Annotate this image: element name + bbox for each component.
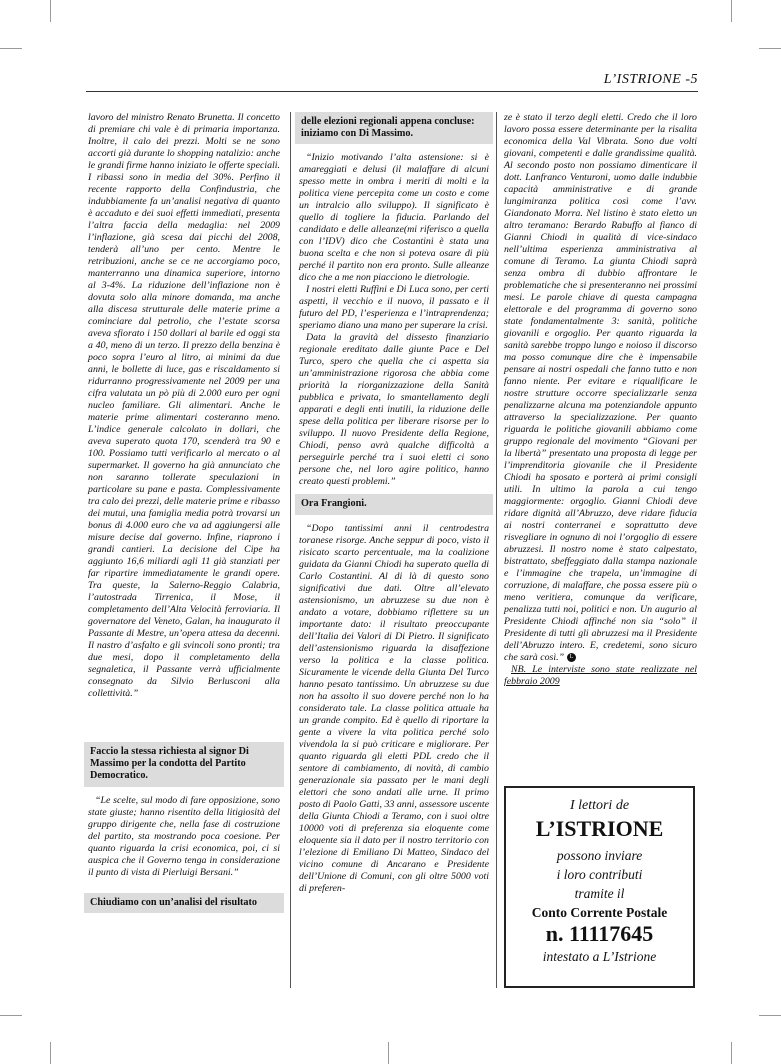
footnote: NB. Le interviste sono state realizzate nel febbraio 2009	[504, 664, 697, 687]
crop-mark-center-bottom	[388, 1042, 389, 1064]
column-3	[504, 112, 697, 688]
ad-line: intestato a L’Istrione	[542, 949, 657, 964]
body-text: ze è stato il terzo degli eletti. Credo che il loro lavoro possa essere determinante per la risalita economica della Val Vibrata. Sono due volti giovani, competenti e dalle grandissime qualità. Al secondo posto non possiamo dimenticare il dott. Lanfranco Venturoni, uomo dalle indubbie capacità amministrative e di grande lungimiranza politica così come l’avv. Giandonato Morra. Nel listino è stato eletto un altro teramano: Berardo Rabuffo al fianco di Gianni Chiodi in qualità di vice-sindaco nell’ultima esperienza amministrativa al comune di Teramo. La giunta Chiodi saprà senza ombra di dubbio affrontare le problematiche che si presenteranno nei prossimi mesi. Le parole chiave di questa campagna elettorale e del programma di governo sono state fondamentalmente 3: sanità, politiche giovanili e orgoglio. Per quanto riguarda la sanità sarebbe troppo lungo e noioso il discorso ma posso comunque dire che è impensabile pensare ai nostri ospedali che fanno tutto e non fanno niente. Per evitare e riqualificare le nostre strutture occorre specializzarle senza penalizzarne alcuna ma potenziandole appunto attraverso la specializzazione. Per quanto riguarda le politiche giovanili abbiamo come gruppo regionale del movimento “Giovani per la libertà” presentato una proposta di legge per l’imprenditoria giovanile che il Presidente Chiodi ha sposato e porterà ai primi consigli utili. In ultimo la parola a cui tengo maggiormente: orgoglio. Gianni Chiodi deve ridare dignità all’Abruzzo, deve ridare fiducia ai nostri conterranei e soprattutto deve risvegliare in ognuno di noi l’orgoglio di essere abruzzesi. Il nostro nome è stato calpestato, bistrattato, sbeffeggiato dalla stampa nazionale e l’immagine che trapela, un’immagine di corruzione, di malaffare, che possa essere più o meno veritiera, comunque da verificare, penalizza tutti noi, politici e non. Un augurio al Presidente Chiodi affinché non sia “solo” il Presidente di tutti gli abruzzesi ma il Presidente dell’Abruzzo intero. E, credetemi, sono sicuro che sarà così.”	[504, 112, 697, 663]
ad-brand: L’ISTRIONE	[535, 816, 664, 841]
crop-mark-top-left	[0, 48, 22, 49]
column-divider-2	[496, 112, 497, 988]
subscription-box	[504, 786, 695, 988]
ad-account-number: n. 11117645	[545, 921, 654, 946]
body-paragraph: lavoro del ministro Renato Brunetta. Il concetto di premiare chi vale è di primaria importanza. Inoltre, il calo dei prezzi. Molti se ne sono accorti già durante lo shopping natalizio: anche le grandi firme hanno iniziato le offerte speciali. I ribassi sono in media del 30%. Perfino il recente rapporto della Confindustria, che indubbiamente fa un’analisi negativa di quanto è accaduto e dei suoi effetti immediati, presenta l’altra faccia della medaglia: nel 2009 l’inflazione, già scesa dai picchi del 2008, tenderà all’uno per cento. Mentre le retribuzioni, anche se ce ne accorgiamo poco, manterranno una dinamica superiore, intorno al 3-4%. La riduzione dell’inflazione non è dovuta solo alla minore domanda, ma anche alla discesa strutturale delle materie prime a cominciare dal petrolio, che l’estate scorsa aveva sfiorato i 150 dollari al barile ed oggi sta a 40, meno di un terzo. Il prezzo della benzina è poco sopra l’euro al litro, ai minimi da due anni, le bollette di luce, gas e riscaldamento si ridurranno progressivamente nel 2009 per una cifra valutata un pò più di 2.000 euro per ogni nucleo familiare. Gli alimentari. Anche le materie prime alimentari costeranno meno. L’indice generale calcolato in dollari, che aveva superato quota 170, scenderà tra 90 e 100. Possiamo tutti verificarlo al mercato o al supermarket. Il governo ha già annunciato che non saranno tollerate speculazioni in particolare su pane e pasta. Complessivamente tra calo dei prezzi, delle materie prime e ribasso dei mutui, una famiglia media potrà trovarsi un bonus di 4.000 euro che va ad aggiungersi alle misure decise dal governo. Infine, riaprono i grandi cantieri. La decisione del Cipe ha aggiunto 16,6 miliardi agli 11 già stanziati per far ripartire immediatamente le grandi opere. Tra queste, la Salerno-Reggio Calabria, l’autostrada Tirrenica, il Mose, il completamento dell’Alta Velocità ferroviaria. Il governatore del Veneto, Galan, ha inaugurato il Passante di Mestre, un’opera attesa da decenni. Il nastro d’asfalto e gli svincoli sono pronti; tra due mesi, dopo il completamento della segnaletica, il Passante verrà ufficialmente consegnato da Silvio Berlusconi alla collettività.”	[88, 112, 280, 699]
crop-mark-bottom-right-v	[731, 1042, 732, 1064]
ad-line: possono inviare	[556, 848, 643, 863]
interview-question: Chiudiamo con un’analisi del risultato	[84, 893, 284, 913]
ad-line: I lettori de	[569, 798, 630, 813]
column-divider-1	[290, 112, 291, 988]
page-header	[86, 60, 698, 94]
crop-mark-top-right-v	[731, 0, 732, 22]
crop-mark-top-right	[759, 48, 781, 49]
header-rule	[86, 91, 698, 92]
crop-mark-bottom-left	[0, 1015, 22, 1016]
body-paragraph: “Le scelte, sul modo di fare opposizione, sono state giuste; hanno risentito della litigiosità del gruppo dirigente che, nella fase di costruzione del partito, sta mostrando poca coesione. Per quanto riguarda la crisi economica, poi, ci si auspica che il Governo tenga in considerazione il punto di vista di Pierluigi Bersani.”	[88, 794, 280, 878]
body-paragraph: “Inizio motivando l’alta astensione: si è amareggiati e delusi (il malaffare di alcuni spesso mette in ombra i meriti di molti e la politica viene percepita come un costo e come un intralcio allo sviluppo). Il significato è quello di togliere la fiducia. Parlando del candidato e delle alleanze(mi riferisco a quella con l’IDV) dico che Costantini è stata una buona scelta e che non si poteva osare di più perché il partito non era pronto. Sulle alleanze dico che a me non piacciono le dietrologie.	[299, 152, 489, 284]
interview-question: delle elezioni regionali appena concluse: iniziamo con Di Massimo.	[295, 112, 493, 144]
body-paragraph: I nostri eletti Ruffini e Di Luca sono, per certi aspetti, il vecchio e il nuovo, il passato e il futuro del PD, l’esperienza e l’intraprendenza; speriamo diano una mano per superare la crisi.	[299, 284, 489, 332]
running-title: L’ISTRIONE -5	[603, 72, 698, 87]
column-1	[88, 112, 280, 921]
ad-line: i loro contributi	[556, 867, 643, 882]
body-paragraph	[504, 112, 697, 664]
body-paragraph: Data la gravità del dissesto finanziario regionale ereditato dalle giunte Pace e Del Turco, spero che quella che ci aspetta sia un’amministrazione rigorosa che abbia come priorità la riorganizzazione della Sanità pubblica e privata, lo smantellamento degli apparati e degli enti inutili, la riduzione delle spese della politica per liberare risorse per lo sviluppo. Il nuovo Presidente della Regione, Chiodi, penso avrà qualche difficoltà a perseguirle perché tra i suoi eletti ci sono persone che, nel loro agire politico, hanno creato questi problemi.”	[299, 332, 489, 488]
crop-mark-bottom-right	[759, 1015, 781, 1016]
interview-question: Ora Frangioni.	[295, 494, 493, 514]
body-paragraph: “Dopo tantissimi anni il centrodestra toranese risorge. Anche seppur di poco, visto il risicato scarto percentuale, ma la coalizione guidata da Gianni Chiodi ha superato quella di Carlo Costantini. Al di là di questo sono significativi due dati. Oltre all’elevato astensionismo, un abruzzese su due non è andato a votare, dobbiamo riflettere su un importante dato: il risultato preoccupante dell’Italia dei Valori di Di Pietro. Il significato dell’astensionismo riguarda la disaffezione verso la politica e la classe politica. Sicuramente le vicende della Giunta Del Turco hanno pesato tantissimo. Un abruzzese su due non ha assolto il suo dovere perché non lo ha considerato tale. La classe politica attuale ha un grande compito. Ed è quello di riportare la gente a vivere la vita politica perché solo vivendola la si può criticare e migliorare. Per quanto riguarda gli eletti PDL credo che il sentore di cambiamento, di novità, di cambio generazionale sia passato per le mani degli elettori che sono andati alle urne. Il primo posto di Paolo Gatti, 33 anni, assessore uscente della Giunta Chiodi a Teramo, con i suoi oltre 10000 voti di preferenza sia eloquente come eloquente sia il dato per il nostro territorio con l’elezione di Emiliano Di Matteo, Sindaco del vicino comune di Ancarano e Presidente dell’Unione di Comuni, con gli oltre 5000 voti di preferen-	[299, 522, 489, 894]
ad-account-label: Conto Corrente Postale	[531, 905, 668, 920]
end-of-article-icon: L	[567, 653, 576, 662]
crop-mark-top-left-v	[50, 0, 51, 22]
column-2	[299, 112, 489, 895]
interview-question: Faccio la stessa richiesta al signor Di Massimo per la condotta del Partito Democratico.	[84, 742, 284, 787]
crop-mark-bottom-left-v	[50, 1042, 51, 1064]
ad-line: tramite il	[574, 886, 625, 901]
